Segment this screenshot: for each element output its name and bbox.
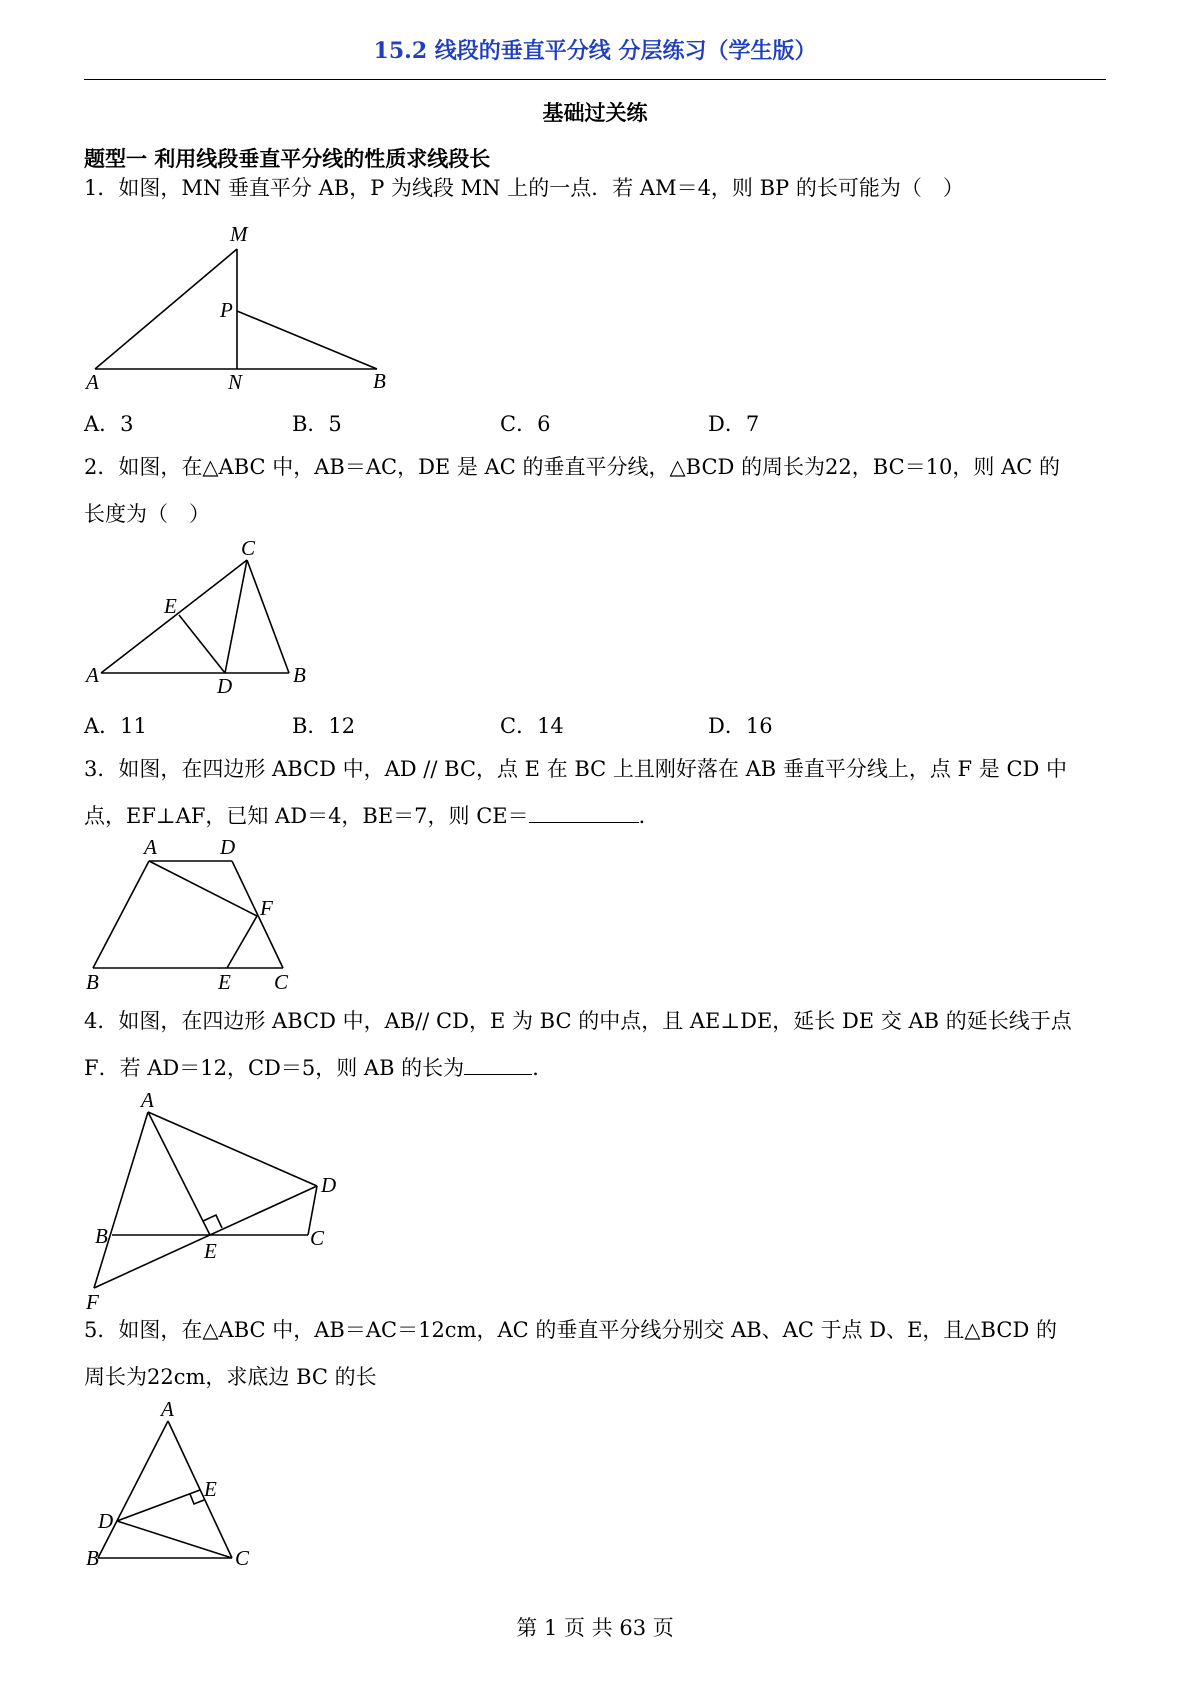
question-2-line-2: 长度为（ ） (84, 502, 210, 526)
question-5-line-2: 周长为22cm，求底边 BC 的长 (84, 1365, 377, 1389)
question-1-stem: 如图，MN 垂直平分 AB，P 为线段 MN 上的一点．若 AM＝4，则 BP 的长可能为（ ） (118, 176, 964, 200)
segment-af (94, 1112, 148, 1288)
question-3-answer-blank[interactable] (529, 822, 639, 823)
question-5-stem: 如图，在△ABC 中，AB＝AC＝12cm，AC 的垂直平分线分别交 AB、AC 于点 D、E，且△BCD 的 (118, 1318, 1057, 1342)
question-4-figure (84, 1090, 344, 1315)
label-a: A (144, 838, 157, 859)
question-3-line-1 (84, 746, 1106, 793)
label-d: D (217, 674, 233, 695)
question-1-option-d: D．7 (708, 412, 760, 436)
question-2-option-a: A．11 (84, 714, 147, 738)
page-footer: 第 1 页 共 63 页 (516, 1616, 674, 1640)
question-5-figure (84, 1398, 284, 1573)
segment-cb (247, 560, 289, 673)
section-title: 基础过关练 (542, 100, 648, 125)
segment-am (95, 249, 237, 369)
label-c: C (274, 970, 289, 994)
right-angle-mark (190, 1494, 204, 1504)
question-1-option-a: A．3 (84, 412, 134, 436)
question-2-figure (84, 535, 324, 695)
segment-cd (225, 560, 247, 673)
question-1-option-b: B．5 (292, 412, 342, 436)
label-c: C (235, 1546, 250, 1570)
label-p: P (220, 298, 233, 322)
segment-pb (237, 311, 377, 369)
question-2-text (84, 444, 1106, 538)
question-2-stem: 如图，在△ABC 中，AB＝AC，DE 是 AC 的垂直平分线，△BCD 的周长为22，BC＝10，则 AC 的 (118, 455, 1060, 479)
label-e: E (218, 970, 231, 994)
label-n: N (228, 370, 243, 394)
question-1-text (84, 165, 1106, 212)
question-4-line-2 (84, 1045, 1106, 1092)
label-f: F (86, 1290, 99, 1314)
question-4-text (84, 998, 1106, 1092)
label-b: B (86, 970, 99, 994)
question-3-line-2-text: 点，EF⊥AF，已知 AD＝4，BE＝7，则 CE＝ (84, 804, 529, 828)
question-1-figure (84, 222, 404, 397)
label-e: E (164, 594, 177, 618)
question-5-number: 5． (84, 1318, 119, 1342)
question-2-option-b: B．12 (292, 714, 356, 738)
label-a: A (161, 1398, 174, 1421)
header-rule (84, 79, 1106, 80)
question-4-line-1 (84, 998, 1106, 1045)
segment-ac (168, 1421, 232, 1558)
question-2-line-1 (84, 444, 1106, 491)
question-2-option-d: D．16 (708, 714, 773, 738)
label-d: D (98, 1509, 114, 1533)
segment-ad (148, 1112, 317, 1186)
question-1-option-c: C．6 (500, 412, 551, 436)
label-e: E (204, 1239, 217, 1263)
label-c: C (241, 536, 256, 560)
question-1-number: 1． (84, 176, 119, 200)
segment-ba (93, 861, 149, 968)
label-d: D (321, 1173, 337, 1197)
question-3-line-2-end: ． (638, 804, 660, 828)
label-f: F (260, 896, 273, 920)
label-b: B (293, 663, 306, 687)
segment-ed (179, 615, 225, 673)
label-b: B (373, 369, 386, 393)
segment-ae (148, 1112, 210, 1235)
question-3-number: 3． (84, 757, 119, 781)
segment-de (117, 1490, 200, 1521)
label-b: B (86, 1546, 99, 1570)
question-3-figure (84, 838, 314, 998)
question-3-text (84, 746, 1106, 840)
question-4-line-2-end: ． (532, 1056, 554, 1080)
document-title: 15.2 线段的垂直平分线 分层练习（学生版） (373, 38, 817, 64)
question-4-answer-blank[interactable] (464, 1074, 532, 1075)
question-4-number: 4． (84, 1009, 119, 1033)
segment-af (149, 861, 257, 916)
label-d: D (220, 838, 236, 859)
segment-dc (117, 1521, 232, 1558)
question-3-line-2 (84, 793, 1106, 840)
label-b: B (95, 1224, 108, 1248)
label-a: A (86, 663, 99, 687)
label-c: C (310, 1226, 325, 1250)
question-3-stem: 如图，在四边形 ABCD 中，AD // BC，点 E 在 BC 上且刚好落在 AB 垂直平分线上，点 F 是 CD 中 (118, 757, 1068, 781)
question-2-number: 2． (84, 455, 119, 479)
question-4-line-2-text: F．若 AD＝12，CD＝5，则 AB 的长为 (84, 1056, 465, 1080)
question-4-stem: 如图，在四边形 ABCD 中，AB// CD，E 为 BC 的中点，且 AE⊥DE，延长 DE 交 AB 的延长线于点 (118, 1009, 1072, 1033)
label-e: E (204, 1477, 217, 1501)
question-5-line-1 (84, 1307, 1106, 1354)
question-5-text (84, 1307, 1106, 1401)
question-2-option-c: C．14 (500, 714, 564, 738)
segment-df (94, 1186, 317, 1288)
segment-dc (232, 861, 283, 968)
label-a: A (141, 1090, 154, 1112)
segment-fe (227, 916, 257, 968)
question-type-title: 题型一 利用线段垂直平分线的性质求线段长 (84, 146, 491, 171)
label-a: A (86, 370, 99, 394)
segment-ab (98, 1421, 168, 1558)
label-m: M (230, 222, 248, 246)
